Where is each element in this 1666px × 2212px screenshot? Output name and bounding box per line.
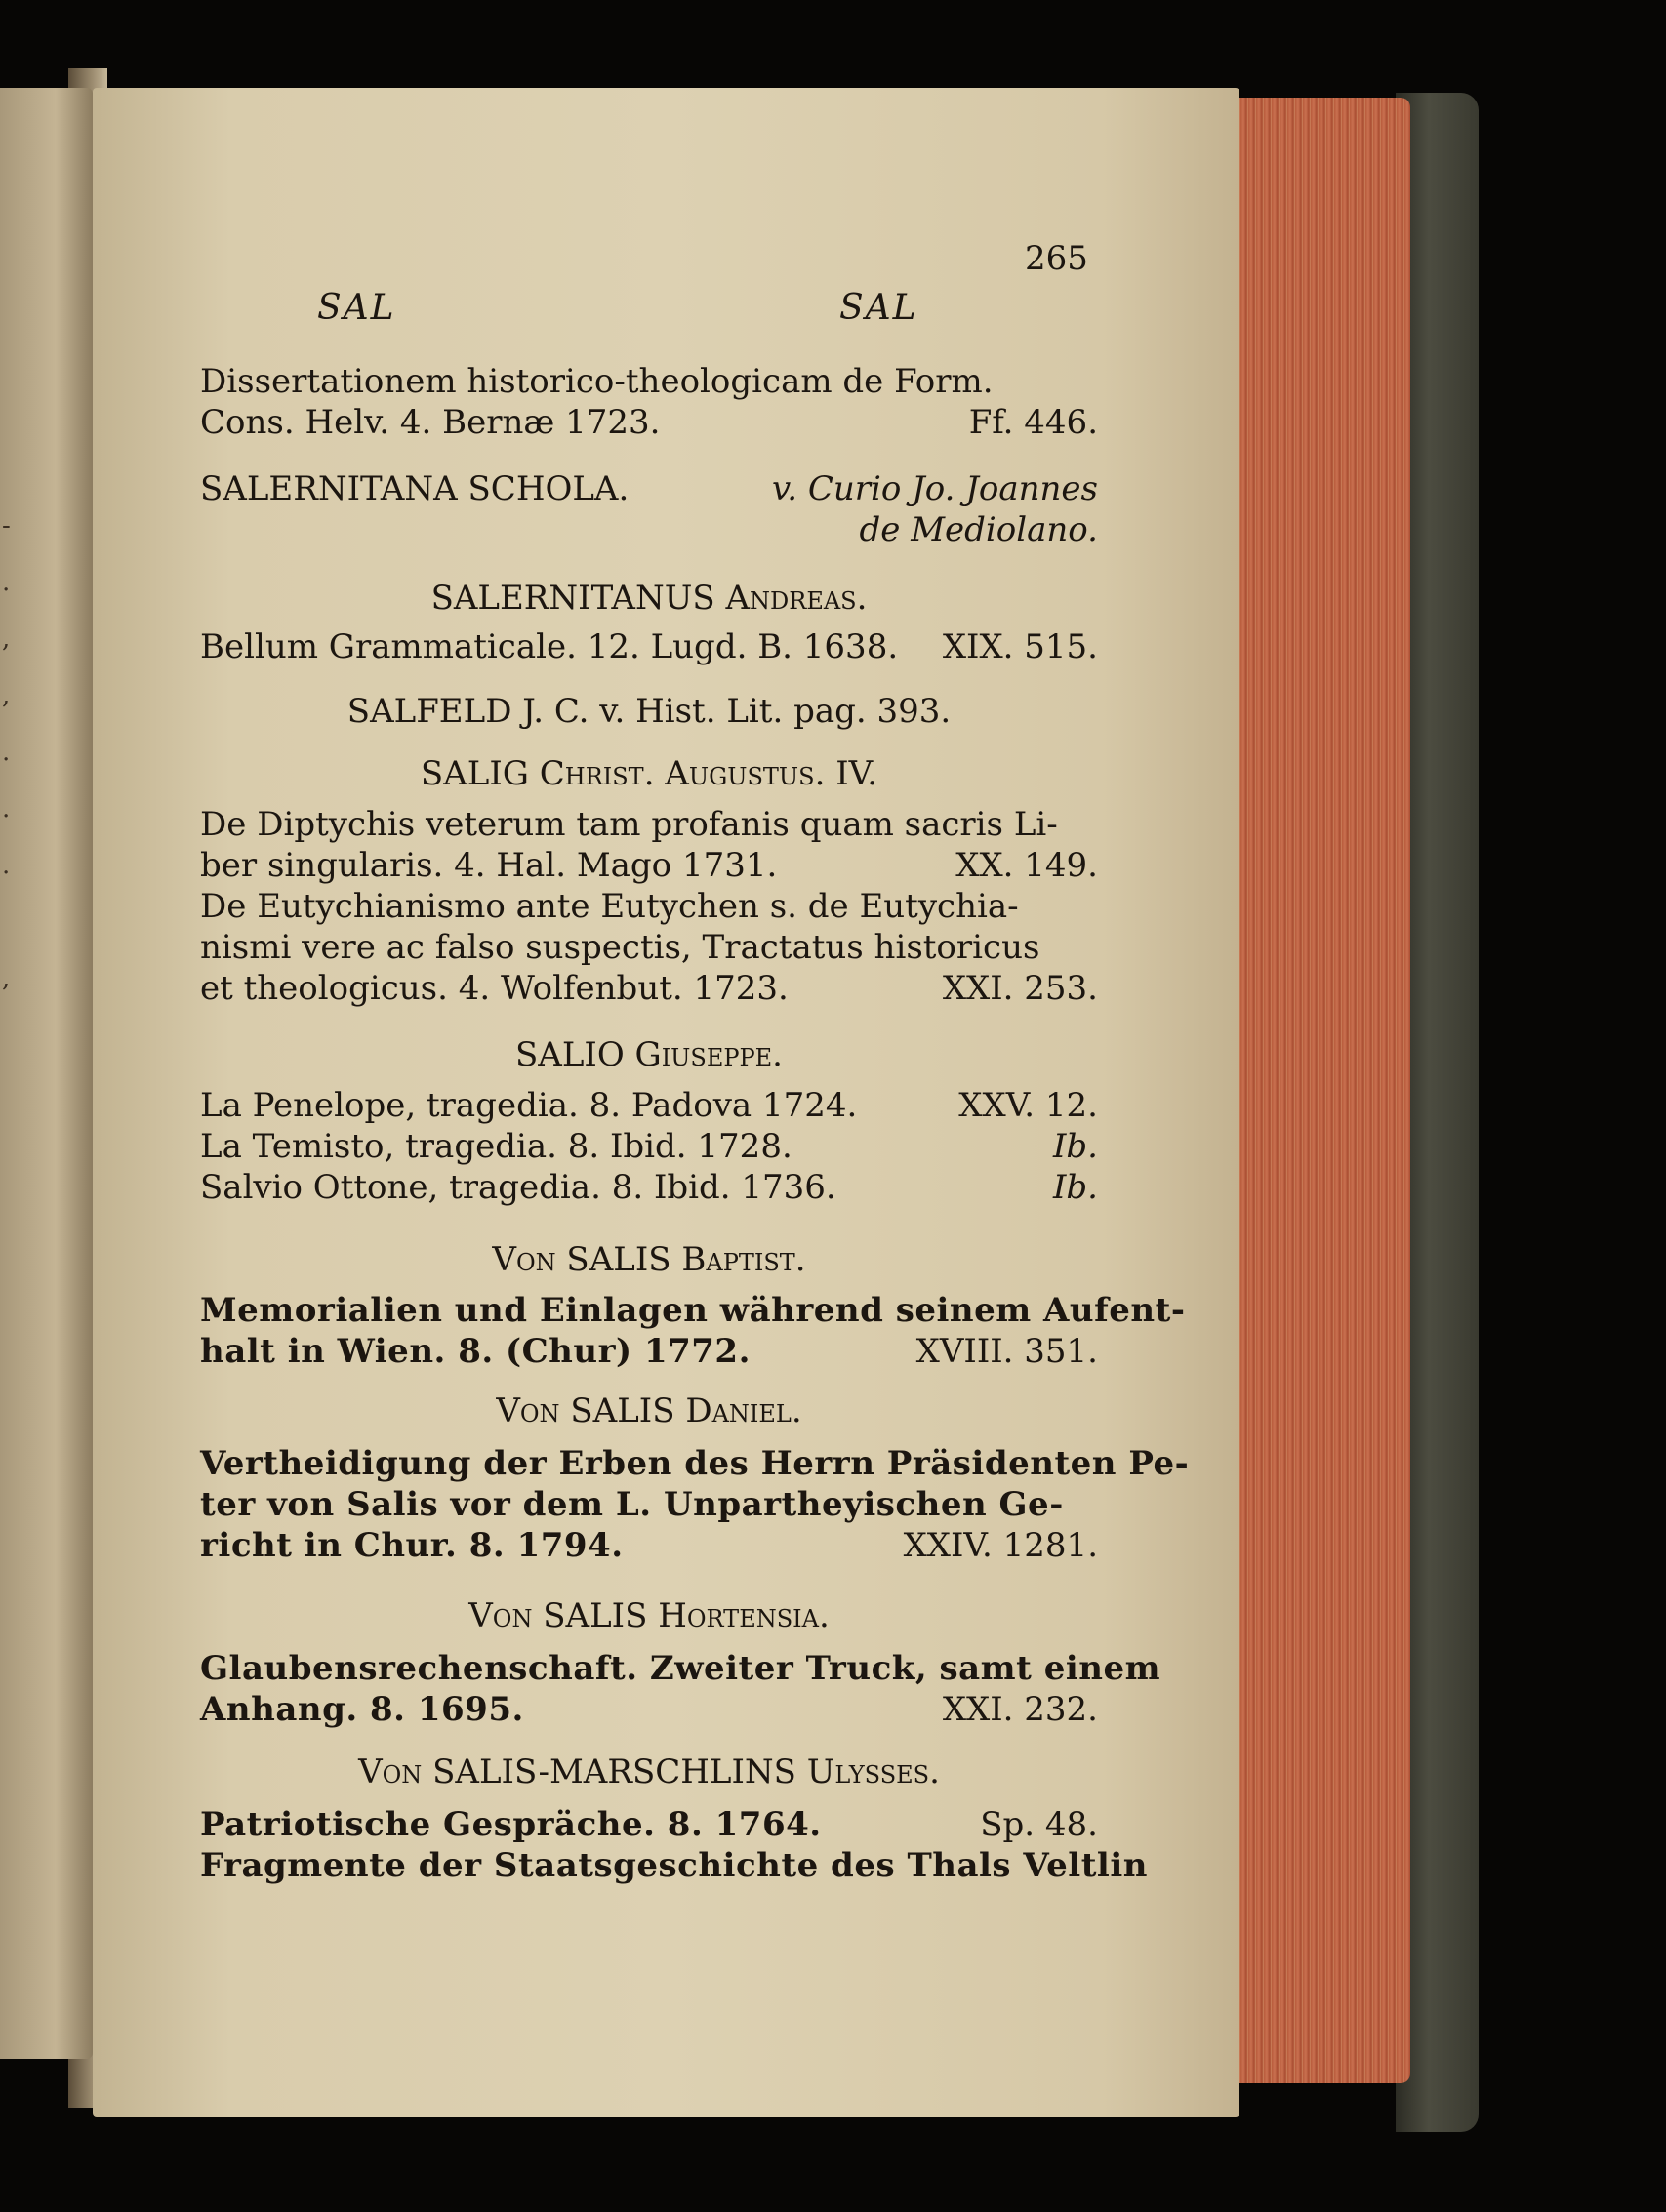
entry-salio: [200, 1034, 1098, 1208]
entry-heading: SALFELD J. C. v. Hist. Lit. pag. 393.: [346, 692, 952, 731]
entry-reference: Ff. 446.: [968, 403, 1098, 442]
entry-heading: SALERNITANA SCHOLA.: [200, 469, 630, 508]
entry-reference: XXI. 253.: [942, 969, 1098, 1008]
entry-line: Glaubensrechenschaft. Zweiter Truck, samt einem: [200, 1649, 1161, 1688]
entry-heading: SALIG Christ. Augustus. IV.: [420, 754, 878, 793]
entry-reference: XXIV. 1281.: [903, 1526, 1098, 1565]
running-head-right: SAL: [839, 288, 918, 328]
entry-line: Patriotische Gespräche. 8. 1764.: [200, 1805, 822, 1844]
running-head-left: SAL: [317, 288, 396, 328]
entry-line: Bellum Grammaticale. 12. Lugd. B. 1638.: [200, 627, 899, 666]
entry-salfeld: [200, 691, 1098, 732]
entry-line: richt in Chur. 8. 1794.: [200, 1526, 624, 1565]
entry-salis-marschlins: [200, 1751, 1148, 1886]
entry-dissertationem: [200, 361, 1098, 443]
entry-reference: XXI. 232.: [942, 1690, 1098, 1729]
entry-line: De Diptychis veterum tam profanis quam sacris Li-: [200, 805, 1058, 844]
entry-heading: Von SALIS-MARSCHLINS Ulysses.: [358, 1752, 940, 1791]
entry-heading: SALERNITANUS Andreas.: [430, 579, 868, 618]
entry-line: Anhang. 8. 1695.: [200, 1690, 524, 1729]
entry-salis-hortensia: [200, 1595, 1161, 1730]
entry-reference: XXV. 12.: [958, 1086, 1098, 1125]
left-page-edge-marks: - . , , . . . ,: [2, 511, 11, 993]
entry-reference: XVIII. 351.: [915, 1332, 1098, 1371]
entry-line: ter von Salis vor dem L. Unpartheyischen Ge-: [200, 1485, 1064, 1524]
entry-line: halt in Wien. 8. (Chur) 1772.: [200, 1332, 751, 1371]
entry-salis-baptist: [200, 1239, 1186, 1372]
entry-line: De Eutychianismo ante Eutychen s. de Eutychia-: [200, 887, 1019, 926]
entry-line: Cons. Helv. 4. Bernæ 1723.: [200, 403, 661, 442]
entry-reference: XX. 149.: [955, 846, 1098, 885]
left-page-fragment: [0, 88, 93, 2059]
entry-salis-daniel: [200, 1390, 1190, 1566]
entry-line: ber singularis. 4. Hal. Mago 1731.: [200, 846, 778, 885]
entry-reference: Sp. 48.: [980, 1805, 1098, 1844]
entry-salig: [200, 753, 1098, 1009]
page-edges-red: [1225, 98, 1410, 2083]
entry-heading: Von SALIS Hortensia.: [468, 1596, 830, 1635]
page-number: 265: [1025, 239, 1088, 278]
entry-line: de Mediolano.: [859, 510, 1098, 549]
entry-line: nismi vere ac falso suspectis, Tractatus historicus: [200, 928, 1040, 967]
entry-line: et theologicus. 4. Wolfenbut. 1723.: [200, 969, 789, 1008]
entry-heading: Von SALIS Daniel.: [496, 1391, 802, 1430]
entry-salernitana-schola: [200, 468, 1098, 550]
entry-line: La Penelope, tragedia. 8. Padova 1724.: [200, 1086, 858, 1125]
entry-line: La Temisto, tragedia. 8. Ibid. 1728.: [200, 1127, 792, 1166]
entry-line: Fragmente der Staatsgeschichte des Thals Veltlin: [200, 1846, 1148, 1885]
entry-line: Salvio Ottone, tragedia. 8. Ibid. 1736.: [200, 1168, 836, 1207]
entry-salernitanus: [200, 578, 1098, 667]
entry-line: Dissertationem historico-theologicam de Form.: [200, 362, 994, 401]
entry-heading: SALIO Giuseppe.: [515, 1035, 783, 1074]
entry-reference: XIX. 515.: [942, 627, 1098, 666]
entry-line: Memorialien und Einlagen während seinem Aufent-: [200, 1291, 1186, 1330]
entry-heading: Von SALIS Baptist.: [492, 1240, 806, 1279]
entry-reference: Ib.: [1052, 1127, 1098, 1166]
entry-line: v. Curio Jo. Joannes: [772, 469, 1098, 508]
entry-reference: Ib.: [1052, 1168, 1098, 1207]
entry-line: Vertheidigung der Erben des Herrn Präsidenten Pe-: [200, 1444, 1190, 1483]
